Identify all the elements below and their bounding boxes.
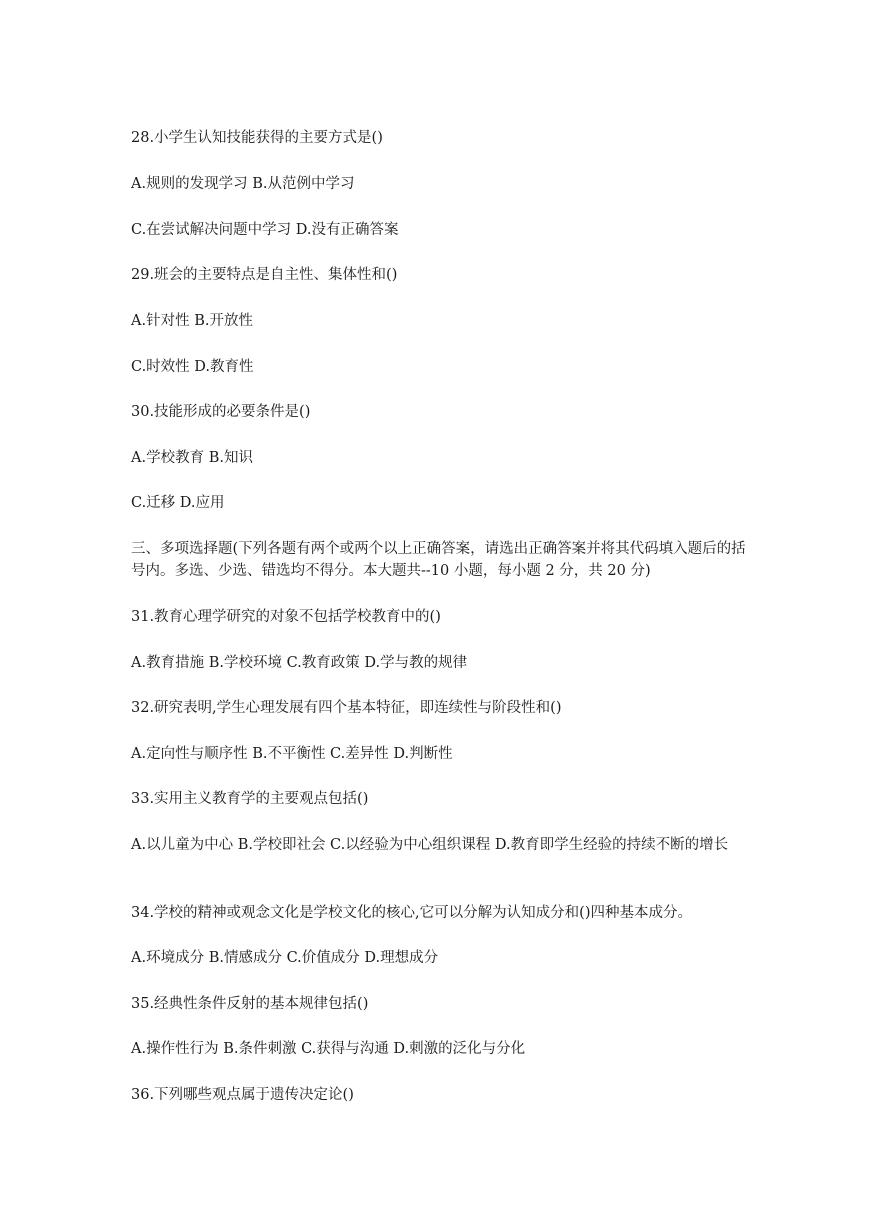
question-31-options: A.教育措施 B.学校环境 C.教育政策 D.学与教的规律: [131, 655, 468, 671]
question-35: 35.经典性条件反射的基本规律包括(): [131, 996, 369, 1012]
question-36: 36.下列哪些观点属于遗传决定论(): [131, 1087, 354, 1103]
question-32-options: A.定向性与顺序性 B.不平衡性 C.差异性 D.判断性: [131, 746, 453, 762]
question-28: 28.小学生认知技能获得的主要方式是(): [131, 130, 383, 146]
question-30-options-ab: A.学校教育 B.知识: [131, 450, 253, 466]
question-34: 34.学校的精神或观念文化是学校文化的核心,它可以分解为认知成分和()四种基本成分。: [131, 905, 692, 921]
question-29-options-cd: C.时效性 D.教育性: [131, 359, 254, 375]
question-29-options-ab: A.针对性 B.开放性: [131, 313, 253, 329]
question-33-options: A.以儿童为中心 B.学校即社会 C.以经验为中心组织课程 D.教育即学生经验的持续不断的增长: [131, 837, 729, 853]
section-three-heading: 三、多项选择题(下列各题有两个或两个以上正确答案，请选出正确答案并将其代码填入题后的括号内。多选、少选、错选均不得分。本大题共--10 小题，每小题 2 分，共 20 分): [131, 541, 746, 579]
question-28-options-ab: A.规则的发现学习 B.从范例中学习: [131, 176, 355, 192]
question-30-options-cd: C.迁移 D.应用: [131, 495, 225, 511]
question-35-options: A.操作性行为 B.条件刺激 C.获得与沟通 D.刺激的泛化与分化: [131, 1041, 526, 1057]
question-29: 29.班会的主要特点是自主性、集体性和(): [131, 267, 398, 283]
question-30: 30.技能形成的必要条件是(): [131, 404, 311, 420]
question-28-options-cd: C.在尝试解决问题中学习 D.没有正确答案: [131, 222, 399, 238]
question-34-options: A.环境成分 B.情感成分 C.价值成分 D.理想成分: [131, 950, 439, 966]
question-31: 31.教育心理学研究的对象不包括学校教育中的(): [131, 609, 441, 625]
question-33: 33.实用主义教育学的主要观点包括(): [131, 791, 369, 807]
question-32: 32.研究表明,学生心理发展有四个基本特征，即连续性与阶段性和(): [131, 700, 562, 716]
